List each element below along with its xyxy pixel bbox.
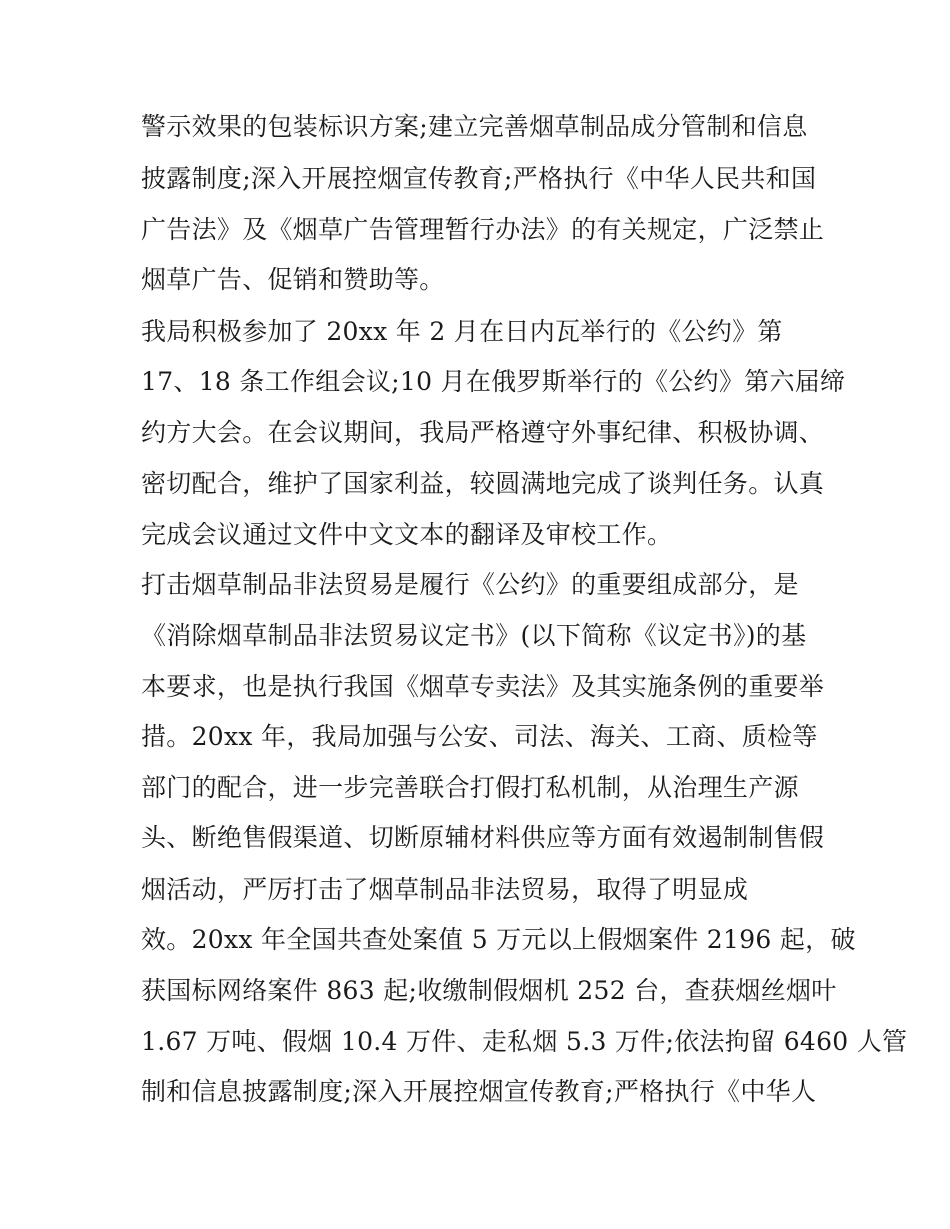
text-line: 完成会议通过文件中文文本的翻译及审校工作。 <box>141 520 673 549</box>
text-line: 效。20xx 年全国共查处案值 5 万元以上假烟案件 2196 起，破 <box>141 925 856 954</box>
text-line: 部门的配合，进一步完善联合打假打私机制，从治理生产源 <box>141 773 799 802</box>
text-line: 17、18 条工作组会议;10 月在俄罗斯举行的《公约》第六届缔 <box>141 367 846 396</box>
text-line: 我局积极参加了 20xx 年 2 月在日内瓦举行的《公约》第 <box>141 317 783 346</box>
text-line: 头、断绝售假渠道、切断原辅材料供应等方面有效遏制制售假 <box>141 823 825 852</box>
text-line: 烟草广告、促销和赞助等。 <box>141 265 445 294</box>
text-line: 本要求，也是执行我国《烟草专卖法》及其实施条例的重要举 <box>141 672 825 701</box>
text-line: 打击烟草制品非法贸易是履行《公约》的重要组成部分，是 <box>141 570 799 599</box>
text-line: 获国标网络案件 863 起;收缴制假烟机 252 台，查获烟丝烟叶 <box>141 976 837 1005</box>
text-line: 烟活动，严厉打击了烟草制品非法贸易，取得了明显成 <box>141 875 749 904</box>
text-line: 措。20xx 年，我局加强与公安、司法、海关、工商、质检等 <box>141 722 818 751</box>
text-line: 《消除烟草制品非法贸易议定书》(以下简称《议定书》)的基 <box>141 621 807 650</box>
text-line: 警示效果的包装标识方案;建立完善烟草制品成分管制和信息 <box>141 112 808 141</box>
text-line: 披露制度;深入开展控烟宣传教育;严格执行《中华人民共和国 <box>141 164 817 193</box>
text-line: 制和信息披露制度;深入开展控烟宣传教育;严格执行《中华人 <box>141 1077 817 1106</box>
text-line: 约方大会。在会议期间，我局严格遵守外事纪律、积极协调、 <box>141 418 825 447</box>
text-line: 密切配合，维护了国家利益，较圆满地完成了谈判任务。认真 <box>141 469 825 498</box>
text-line: 1.67 万吨、假烟 10.4 万件、走私烟 5.3 万件;依法拘留 6460 人管 <box>141 1027 908 1056</box>
text-line: 广告法》及《烟草广告管理暂行办法》的有关规定，广泛禁止 <box>141 215 825 244</box>
